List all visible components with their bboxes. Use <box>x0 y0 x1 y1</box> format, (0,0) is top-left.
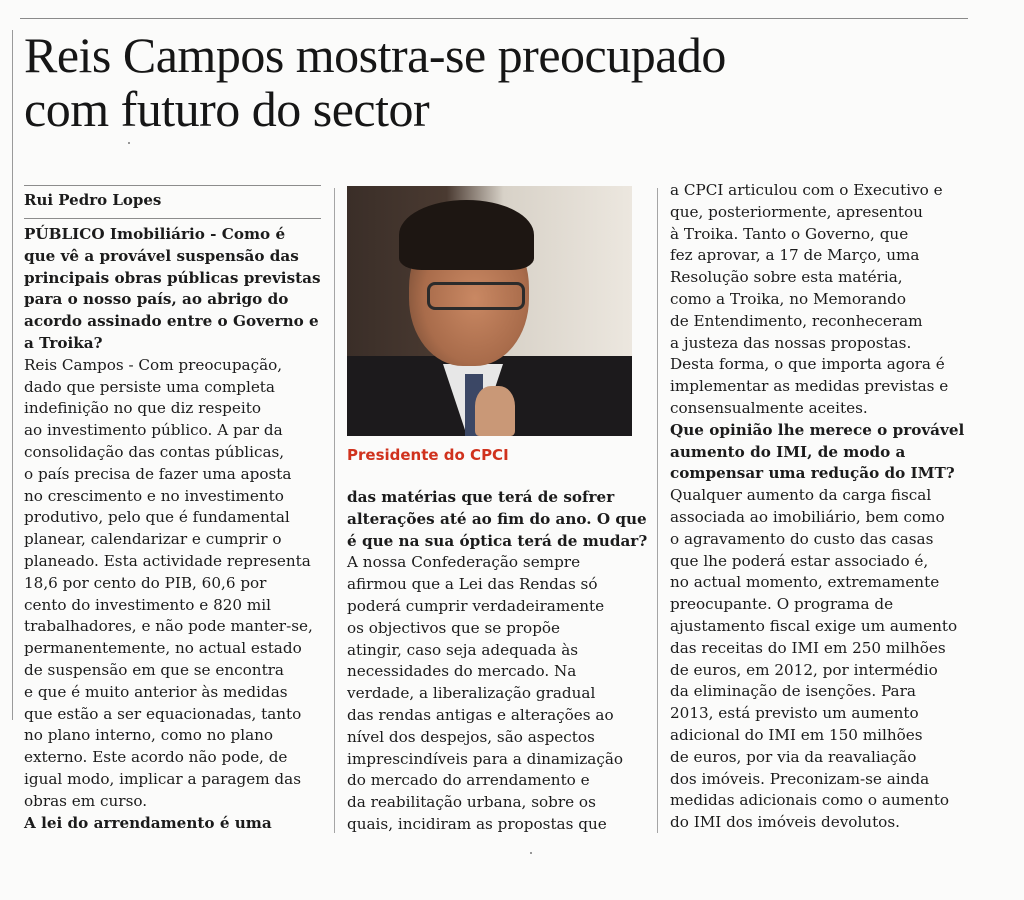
col1-line: dado que persiste uma completa <box>24 377 275 396</box>
col2-line: poderá cumprir verdadeiramente <box>347 596 605 615</box>
col2-line: das rendas antigas e alterações ao <box>347 705 614 724</box>
col1-line: igual modo, implicar a paragem das <box>24 769 301 788</box>
col1-line: 18,6 por cento do PIB, 60,6 por <box>24 573 267 592</box>
col1-line: que estão a ser equacionadas, tanto <box>24 704 302 723</box>
col3-line: no actual momento, extremamente <box>670 573 940 592</box>
col3-line: preocupante. O programa de <box>670 595 894 614</box>
col1-line: planear, calendarizar e cumprir o <box>24 530 282 549</box>
col1-line: indefinição no que diz respeito <box>24 399 261 418</box>
col2-line: das matérias que terá de sofrer <box>347 488 615 506</box>
col3-line: dos imóveis. Preconizam-se ainda <box>670 769 930 788</box>
col3-line: da eliminação de isenções. Para <box>670 682 916 701</box>
col3-line: adicional do IMI em 150 milhões <box>670 725 923 744</box>
col2-line: A nossa Confederação sempre <box>347 553 581 572</box>
byline-rule-bottom <box>24 218 321 219</box>
col3-line: consensualmente aceites. <box>670 398 868 417</box>
col2-line: nível dos despejos, são aspectos <box>347 727 595 746</box>
col3-line: como a Troika, no Memorando <box>670 289 907 308</box>
col2-line: é que na sua óptica terá de mudar? <box>347 531 648 550</box>
byline: Rui Pedro Lopes <box>24 191 162 209</box>
col1-line: trabalhadores, e não pode manter-se, <box>24 617 313 636</box>
col3-line: a CPCI articulou com o Executivo e <box>670 181 943 199</box>
col1-line: produtivo, pelo que é fundamental <box>24 508 290 527</box>
col2-line: verdade, a liberalização gradual <box>347 684 596 703</box>
headline <box>24 28 924 136</box>
col1-line: externo. Este acordo não pode, de <box>24 748 288 767</box>
col1-line: A lei do arrendamento é uma <box>24 813 272 832</box>
col1-line: ao investimento público. A par da <box>24 421 283 440</box>
col3-line: fez aprovar, a 17 de Março, uma <box>670 246 920 265</box>
col2-line: do mercado do arrendamento e <box>347 771 590 790</box>
top-rule <box>20 18 968 19</box>
headline-line-1: Reis Campos mostra-se preocupado <box>24 27 726 83</box>
col2-line: quais, incidiram as propostas que <box>347 814 607 833</box>
portrait-photo <box>347 186 632 436</box>
col1-line: Reis Campos - Com preocupação, <box>24 355 283 374</box>
scan-speck <box>128 142 130 144</box>
col2-line: atingir, caso seja adequada às <box>347 640 579 659</box>
column-2 <box>347 487 652 836</box>
col3-line: implementar as medidas previstas e <box>670 377 949 396</box>
col3-line: 2013, está previsto um aumento <box>670 704 919 723</box>
col1-line: obras em curso. <box>24 791 148 810</box>
col1-line: consolidação das contas públicas, <box>24 442 285 461</box>
col1-line: acordo assinado entre o Governo e <box>24 312 319 331</box>
col3-line: que, posteriormente, apresentou <box>670 202 923 221</box>
column-1 <box>24 224 329 834</box>
photo-caption: Presidente do CPCI <box>347 446 509 464</box>
scan-speck <box>530 852 532 854</box>
col1-line: que vê a provável suspensão das <box>24 246 299 265</box>
col1-line: no plano interno, como no plano <box>24 726 274 745</box>
col3-line: associada ao imobiliário, bem como <box>670 507 945 526</box>
col2-line: necessidades do mercado. Na <box>347 662 577 681</box>
col3-line: que lhe poderá estar associado é, <box>670 551 929 570</box>
col1-line: para o nosso país, ao abrigo do <box>24 290 289 309</box>
col3-line: de Entendimento, reconheceram <box>670 311 923 330</box>
col2-line: alterações até ao fim do ano. O que <box>347 509 647 528</box>
col2-line: da reabilitação urbana, sobre os <box>347 793 596 812</box>
photo-hair <box>399 200 534 270</box>
col3-line: das receitas do IMI em 250 milhões <box>670 638 946 657</box>
col3-line: à Troika. Tanto o Governo, que <box>670 224 909 243</box>
col3-line: compensar uma redução do IMT? <box>670 464 955 483</box>
col1-line: e que é muito anterior às medidas <box>24 682 288 701</box>
col3-line: do IMI dos imóveis devolutos. <box>670 813 900 832</box>
col1-line: a Troika? <box>24 333 103 352</box>
column-separator-2 <box>657 188 658 833</box>
col1-line: PÚBLICO Imobiliário - Como é <box>24 225 286 243</box>
photo-hand <box>475 386 515 436</box>
col2-line: imprescindíveis para a dinamização <box>347 749 624 768</box>
col1-line: planeado. Esta actividade representa <box>24 551 311 570</box>
col3-line: a justeza das nossas propostas. <box>670 333 912 352</box>
col3-line: de euros, em 2012, por intermédio <box>670 660 938 679</box>
col3-line: de euros, por via da reavaliação <box>670 747 917 766</box>
col1-line: cento do investimento e 820 mil <box>24 595 271 614</box>
col1-line: o país precisa de fazer uma aposta <box>24 464 292 483</box>
col1-line: principais obras públicas previstas <box>24 268 321 287</box>
col1-line: no crescimento e no investimento <box>24 486 284 505</box>
col3-line: Que opinião lhe merece o provável <box>670 420 965 439</box>
col1-line: permanentemente, no actual estado <box>24 639 302 658</box>
col3-line: Qualquer aumento da carga fiscal <box>670 486 932 505</box>
col3-line: o agravamento do custo das casas <box>670 529 934 548</box>
photo-glasses <box>427 282 525 310</box>
col3-line: medidas adicionais como o aumento <box>670 791 950 810</box>
col2-line: os objectivos que se propõe <box>347 618 561 637</box>
col3-line: Desta forma, o que importa agora é <box>670 355 945 374</box>
col3-line: Resolução sobre esta matéria, <box>670 268 903 287</box>
column-separator-1 <box>334 188 335 833</box>
left-margin-rule <box>12 30 13 720</box>
byline-rule-top <box>24 185 321 186</box>
col3-line: ajustamento fiscal exige um aumento <box>670 616 958 635</box>
column-3 <box>670 180 980 834</box>
col3-line: aumento do IMI, de modo a <box>670 442 906 461</box>
headline-line-2: com futuro do sector <box>24 81 430 137</box>
col2-line: afirmou que a Lei das Rendas só <box>347 575 598 594</box>
col1-line: de suspensão em que se encontra <box>24 660 284 679</box>
